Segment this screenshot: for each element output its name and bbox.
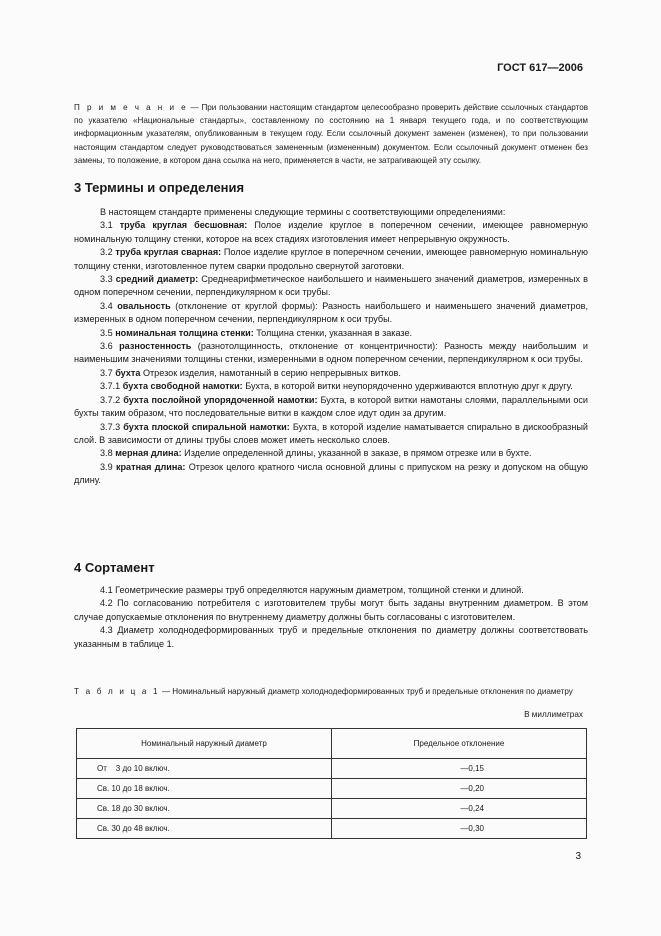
term-name: кратная длина:: [115, 461, 186, 472]
table-body: [77, 759, 587, 839]
table-caption: [74, 685, 588, 698]
term-definition: (отклонение от круглой формы): Разность наибольшего и наименьшего значений диаметров, измеренных в одном поперечном сечении, перпендикулярном к оси трубы.: [74, 300, 588, 325]
table-row: [77, 759, 587, 779]
term-item: [74, 367, 588, 380]
term-definition: Отрезок целого кратного числа основной длины с припуском на резку и допуском на общую длину.: [74, 461, 588, 486]
table-row: [77, 779, 587, 799]
term-name: бухта: [115, 367, 141, 378]
term-name: бухта свободной намотки:: [122, 381, 243, 392]
section-3-intro: В настоящем стандарте применены следующие термины с соответствующими определениями:: [100, 207, 506, 217]
term-name: овальность: [117, 300, 171, 311]
paragraph-4-3: 4.3 Диаметр холоднодеформированных труб и предельные отклонения по диаметру должны соответствовать указанным в таблице 1.: [74, 625, 588, 649]
deviation-cell: —0,30: [332, 819, 587, 839]
section-4-body: [74, 584, 588, 651]
term-name: труба круглая сварная:: [115, 247, 222, 258]
term-item: [74, 273, 588, 300]
table-header-row: [77, 729, 587, 759]
term-number: 3.7.1: [100, 381, 121, 392]
term-definition: Полое изделие круглое в поперечном сечении, имеющее равномерную номинальную толщину стенки, которое на всех стадиях изготовления имеет непрерывную окружность.: [74, 220, 589, 244]
header-diameter: Номинальный наружный диаметр: [77, 729, 332, 759]
term-number: 3.6: [100, 341, 113, 352]
diameter-range-cell: Св. 30 до 48 включ.: [77, 819, 332, 839]
term-definition: Бухта, в которой изделие наматывается спирально в дискообразный слой. В зависимости от длины трубы слоев может иметь несколько слоев.: [74, 421, 588, 445]
term-item: [74, 380, 588, 393]
term-name: номинальная толщина стенки:: [115, 327, 254, 338]
term-name: бухта послойной упорядоченной намотки:: [123, 394, 318, 405]
diameter-range-cell: От 3 до 10 включ.: [77, 759, 332, 779]
term-item: [74, 340, 588, 367]
table-units: В миллиметрах: [524, 710, 583, 719]
terms-list: [74, 219, 588, 487]
deviation-cell: —0,20: [332, 779, 587, 799]
term-item: [74, 421, 588, 448]
note-label: П р и м е ч а н и е: [74, 103, 188, 112]
section-3-body: [74, 206, 588, 488]
term-definition: Среднеарифметическое наибольшего и наименьшего значений диаметров, измеренных в одном поперечном сечении, перпендикулярном к оси трубы.: [74, 274, 588, 298]
paragraph-4-1: 4.1 Геометрические размеры труб определяются наружным диаметром, толщиной стенки и длиной.: [100, 585, 524, 595]
note-text: — При пользовании настоящим стандартом целесообразно проверить действие ссылочных стандартов по указателю «Национальные стандарты», составленному по состоянию на 1 января текущего года, и по соответствующим информационным указателям, опубликованным в текущем году. Если ссылочный документ заменен (изменен), то при пользовании настоящим стандартом следует руководствоваться замененным (измененным) документом. Если ссылочный документ отменен без замены, то положение, в котором дана ссылка на него, применяется в части, не затрагивающей эту ссылку.: [74, 103, 589, 165]
term-number: 3.9: [100, 461, 113, 472]
table-label: Т а б л и ц а 1: [74, 687, 160, 696]
term-number: 3.2: [100, 247, 113, 258]
term-number: 3.4: [100, 300, 113, 311]
term-name: бухта плоской спиральной намотки:: [123, 421, 290, 432]
term-definition: Бухта, в которой витки намотаны слоями, параллельными оси бухты таким образом, что последовательные витки в каждом слое идут один за другим.: [74, 394, 588, 419]
table-caption-text: — Номинальный наружный диаметр холоднодеформированных труб и предельные отклонения по диаметру: [159, 687, 573, 696]
paragraph-4-2: 4.2 По согласованию потребителя с изготовителем трубы могут быть заданы внутренним диаметром. В этом случае допускаемые отклонения по внутреннему диаметру должны быть согласованы с изготовителем.: [74, 598, 588, 622]
term-definition: Изделие определенной длины, указанной в заказе, в прямом отрезке или в бухте.: [181, 448, 532, 459]
term-name: труба круглая бесшовная:: [119, 220, 248, 231]
term-name: разностенность: [119, 341, 192, 352]
diameter-range-cell: Св. 18 до 30 включ.: [77, 799, 332, 819]
term-definition: Полое изделие круглое в поперечном сечении, имеющее равномерную номинальную толщину стенки, изготовленное путем сварки продольно свернутой заготовки.: [74, 247, 589, 271]
term-number: 3.1: [100, 220, 113, 231]
table-row: [77, 799, 587, 819]
term-item: [74, 461, 588, 488]
section-3-title: 3 Термины и определения: [74, 180, 245, 195]
standard-designation: ГОСТ 617—2006: [497, 62, 583, 74]
table-row: [77, 819, 587, 839]
table-1: [76, 728, 587, 839]
deviation-cell: —0,15: [332, 759, 587, 779]
header-deviation: Предельное отклонение: [332, 729, 587, 759]
term-item: [74, 219, 588, 246]
term-item: [74, 300, 588, 327]
term-item: [74, 447, 588, 460]
term-definition: (разнотолщинность, отклонение от концентричности): Разность между наибольшим и наименьшим значениями толщины стенки, измеренными в одном поперечном сечении, перпендикулярном к оси трубы.: [74, 341, 588, 365]
section-4-title: 4 Сортамент: [74, 560, 155, 575]
term-item: [74, 246, 588, 273]
term-definition: Отрезок изделия, намотанный в серию непрерывных витков.: [140, 367, 401, 378]
term-number: 3.3: [100, 274, 113, 285]
term-name: средний диаметр:: [115, 274, 199, 285]
page-number: 3: [575, 851, 581, 862]
term-number: 3.7.2: [100, 394, 121, 405]
term-item: [74, 394, 588, 421]
term-number: 3.7: [100, 367, 113, 378]
term-item: [74, 327, 588, 340]
term-number: 3.7.3: [100, 421, 121, 432]
deviation-cell: —0,24: [332, 799, 587, 819]
term-definition: Толщина стенки, указанная в заказе.: [253, 327, 413, 338]
term-definition: Бухта, в которой витки неупорядоченно удерживаются вплотную друг к другу.: [242, 381, 573, 392]
note-block: [74, 101, 588, 167]
diameter-range-cell: Св. 10 до 18 включ.: [77, 779, 332, 799]
term-number: 3.5: [100, 327, 113, 338]
term-name: мерная длина:: [115, 448, 182, 459]
term-number: 3.8: [100, 448, 113, 459]
